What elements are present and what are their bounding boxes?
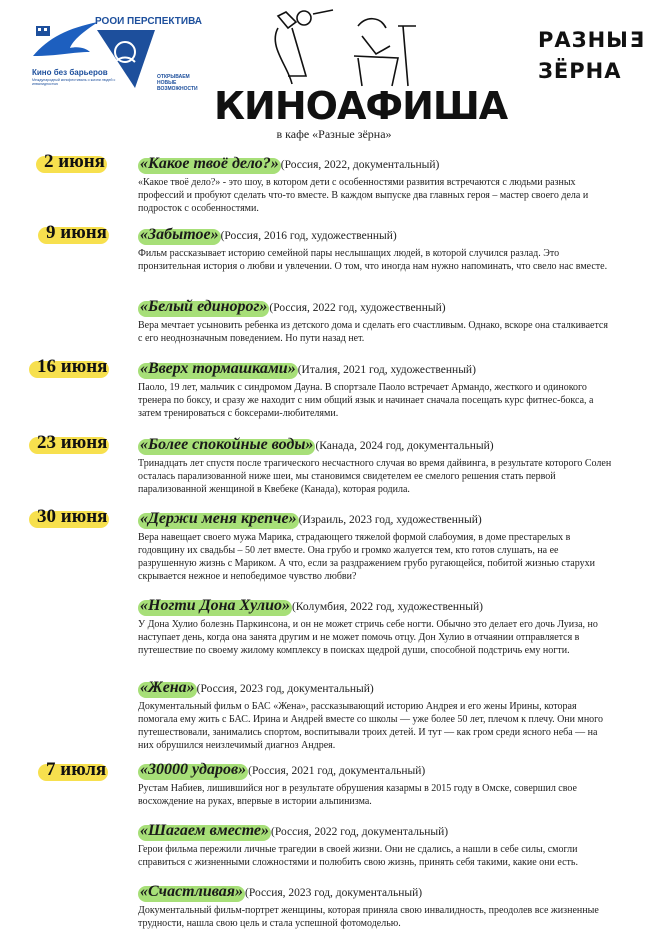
film-description: Документальный фильм-портрет женщины, которая приняла свою инвалидность, преодолев все жизненные трудности, нашла свою цель и стала успешной фотомоделью.: [138, 905, 599, 929]
film-title: «Шагаем вместе»: [140, 822, 270, 839]
logo-rooi-name: РООИ ПЕРСПЕКТИВА: [95, 16, 203, 27]
film-title: «Жена»: [140, 679, 195, 696]
film-title: «Ногти Дона Хулио»: [140, 597, 290, 614]
film-entry: [138, 359, 613, 420]
film-entry: [138, 154, 613, 215]
film-title: «Какое твоё дело?»: [140, 155, 279, 172]
film-description: «Какое твоё дело?» - это шоу, в котором дети с особенностями развития встречаются с людьми разных профессий и пробуют сделать что-то вместе. В каждом выпуске два главных героя – мастер своего дела и подросток с особенностями.: [138, 177, 589, 214]
film-description: Герои фильма пережили личные трагедии в своей жизни. Они не сдались, а нашли в себе силы, смогли справиться с жизненными сложностями и полюбить свою жизнь, принять себя такими, какие они есть.: [138, 844, 578, 868]
film-info: (Италия, 2021 год, художественный): [297, 364, 476, 376]
date-label: 7 июля: [42, 759, 110, 781]
film-description: Тринадцать лет спустя после трагического несчастного случая во время дайвинга, в результате которого Солен осталась парализованной ниже шеи, мы становимся свидетелем ее смелого решения стать первой парализованной женщиной в Квебеке (Канада), которая родила.: [138, 458, 612, 495]
film-entry: [138, 225, 613, 273]
film-entry: [138, 678, 613, 752]
film-info: (Россия, 2022, документальный): [280, 159, 440, 171]
date-label: 9 июня: [42, 222, 111, 244]
film-title: «Более спокойные воды»: [140, 436, 314, 453]
film-info: (Канада, 2024 год, документальный): [315, 440, 494, 452]
film-info: (Россия, 2016 год, художественный): [220, 230, 397, 242]
logo-rooi-tagline: ОТКРЫВАЕМ НОВЫЕ ВОЗМОЖНОСТИ: [157, 74, 198, 92]
date-label: 2 июня: [40, 151, 109, 173]
film-description: Паоло, 19 лет, мальчик с синдромом Дауна. В спортзале Паоло встречает Армандо, жесткого и одинокого тренера по боксу, и сразу же находит с ним общий язык и начинает сначала посещать курс фитнес-бокса, а затем тренироваться с боксерами-любителями.: [138, 382, 594, 419]
logo-rooi-perspektiva: [95, 14, 205, 94]
film-entry: [138, 435, 613, 496]
brand-line-1: РАЗНЫ: [538, 28, 629, 52]
film-title: «Счастливая»: [140, 883, 244, 900]
film-info: (Россия, 2023 год, документальный): [245, 887, 423, 899]
brand-reversed-e: Е: [628, 28, 645, 52]
rooi-emblem-icon: [95, 28, 157, 92]
film-info: (Россия, 2022 год, художественный): [269, 302, 446, 314]
page-subtitle: в кафе «Разные зёрна»: [276, 127, 392, 141]
film-title: «Белый единорог»: [140, 298, 268, 315]
brand-raznye-zerna: [538, 25, 644, 87]
date-label: 16 июня: [33, 356, 111, 378]
logo-kino-name: Кино без барьеров: [32, 68, 108, 77]
film-title: «30000 ударов»: [140, 761, 247, 778]
logo-kino-caption: Международный кинофестиваль о жизни людей с инвалидностью: [32, 78, 116, 87]
film-entry: [138, 297, 613, 345]
film-entry: [138, 760, 613, 808]
film-entry: [138, 821, 613, 869]
film-title: «Забытое»: [140, 226, 219, 243]
film-description: Вера навещает своего мужа Марика, страдающего тяжелой формой слабоумия, в доме престарелых в годовщину их свадьбы – 50 лет вместе. Она грубо и громко жалуется тем, кто готов слушать, на ее разрушенную жизнь с Мариком. А что, если за раздражением грубо ругающейся, побитой жизнью старухи скрывается нежное и непобедимое чувство любви?: [138, 532, 595, 582]
date-label: 30 июня: [33, 506, 111, 528]
film-title: «Вверх тормашками»: [140, 360, 296, 377]
film-description: Документальный фильм о БАС «Жена», рассказывающий историю Андрея и его жены Ирины, которая помогала ему жить с БАС. Ирина и Андрей вместе со школы — уже более 50 лет, плечом к плечу. Они много путешествовали, занимались спортом, воспитывали троих детей. И тут — как гром среди ясного неба — на них обрушился неизлечимый диагноз Андрея.: [138, 701, 604, 751]
page-title: КИНОАФИША: [214, 84, 508, 128]
film-entry: [138, 509, 613, 583]
film-description: У Дона Хулио болезнь Паркинсона, и он не может стричь себе ногти. Обычно это делает его дочь Луиза, но наступает день, когда она занята другим и не может помочь отцу. Дон Хулио в отчаянии отправляется в путешествие по своему жилому комплексу в поисках щедрой души, способной подстричь ему ногти.: [138, 619, 598, 656]
cinema-illustration: [258, 6, 418, 91]
film-description: Фильм рассказывает историю семейной пары неслышащих людей, в которой случился разлад. Это пронзительная история о любви и увлечении. О том, что иногда нам нужно напоминать, что свело нас вместе.: [138, 248, 608, 272]
film-info: (Израиль, 2023 год, художественный): [298, 514, 482, 526]
film-description: Рустам Набиев, лишившийся ног в результате обрушения казармы в 2015 году в Омске, совершил свое восхождение на руках, впервые в истории альпинизма.: [138, 783, 577, 807]
film-entry: [138, 596, 613, 657]
film-info: (Россия, 2022 год, документальный): [271, 826, 449, 838]
date-label: 23 июня: [33, 432, 111, 454]
film-info: (Россия, 2021 год, документальный): [248, 765, 426, 777]
film-info: (Колумбия, 2022 год, художественный): [291, 601, 483, 613]
film-info: (Россия, 2023 год, документальный): [196, 683, 374, 695]
film-title: «Держи меня крепче»: [140, 510, 297, 527]
film-entry: [138, 882, 613, 930]
film-description: Вера мечтает усыновить ребенка из детского дома и сделать его счастливым. Однако, вскоре она сталкивается с его неоднозначным поведением. Но пути назад нет.: [138, 320, 608, 344]
brand-line-2: ЗЁРНА: [538, 59, 622, 83]
